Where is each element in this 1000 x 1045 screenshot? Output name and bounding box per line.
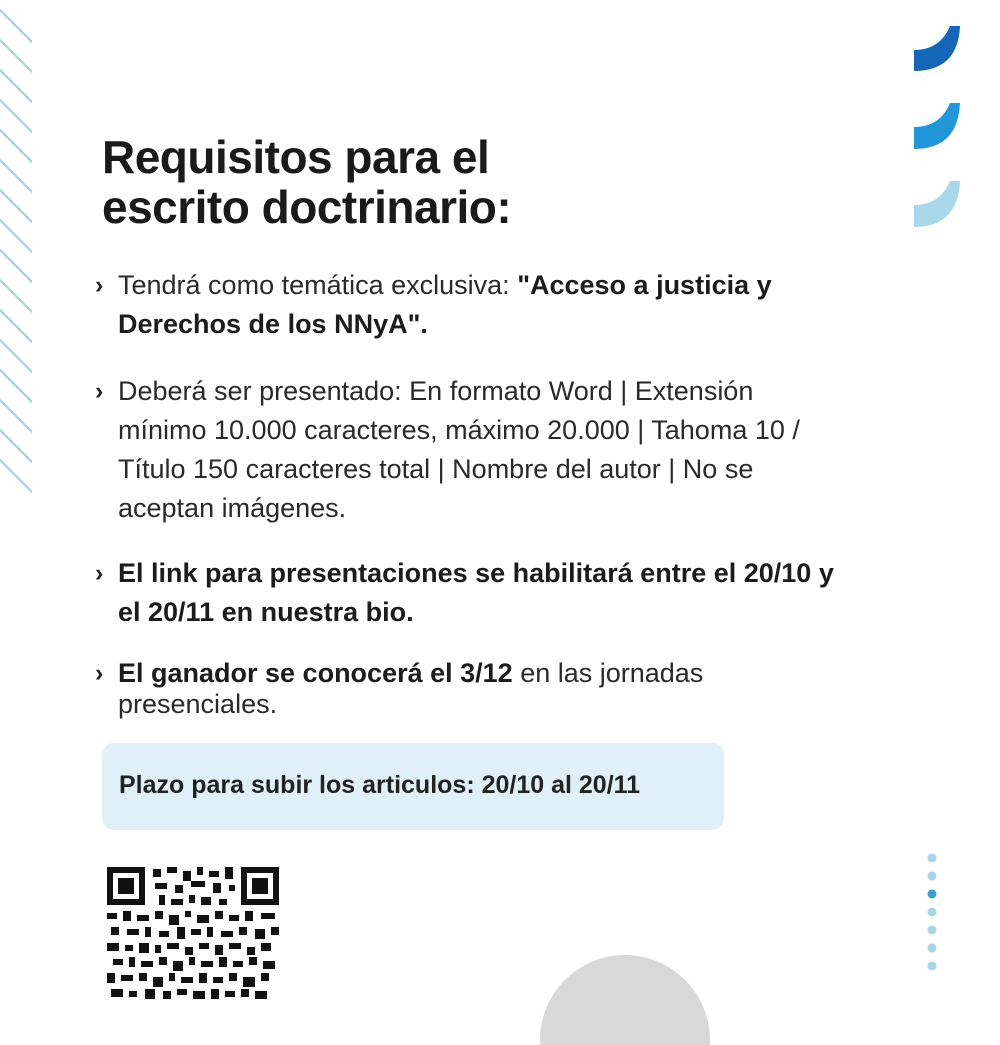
bullet-text: Tendrá como temática exclusiva: [118,270,518,300]
bullet-bold-text: El link para presentaciones se habilitará entre el 20/10 y el 20/11 en nuestra bio. [118,558,834,627]
arc-shapes-icon [910,20,970,240]
bullet-text: Deberá ser presentado: En formato Word | Extensión mínimo 10.000 caracteres, máximo 20.000 | Tahoma 10 / Título 150 caracteres total | Nombre del autor | No se aceptan imágenes. [118,376,800,523]
chevron-right-icon: › [95,559,104,587]
list-item [95,658,835,720]
page-title [102,132,511,232]
bullet-bold-text: "Acceso a justicia y Derechos de los NNyA". [118,270,772,339]
list-item [95,266,835,344]
circle-decoration [540,955,710,1045]
chevron-right-icon: › [95,377,104,405]
chevron-right-icon: › [95,271,104,299]
deadline-text: Plazo para subir los articulos: 20/10 al 20/11 [119,771,641,799]
bullet-text-tail: en las jornadas presenciales. [118,658,704,719]
chevron-right-icon: › [95,659,104,687]
bullet-bold-text: El ganador se conocerá el 3/12 [118,658,513,688]
requirements-list [95,266,835,720]
qr-code-icon[interactable] [105,865,281,1000]
title-line-2: escrito doctrinario: [102,181,512,233]
title-line-1: Requisitos para el [102,131,490,183]
deadline-banner [102,743,724,830]
pagination-dots-icon [920,848,944,978]
list-item [95,554,835,632]
list-item [95,372,835,528]
stripe-decoration [0,0,32,500]
